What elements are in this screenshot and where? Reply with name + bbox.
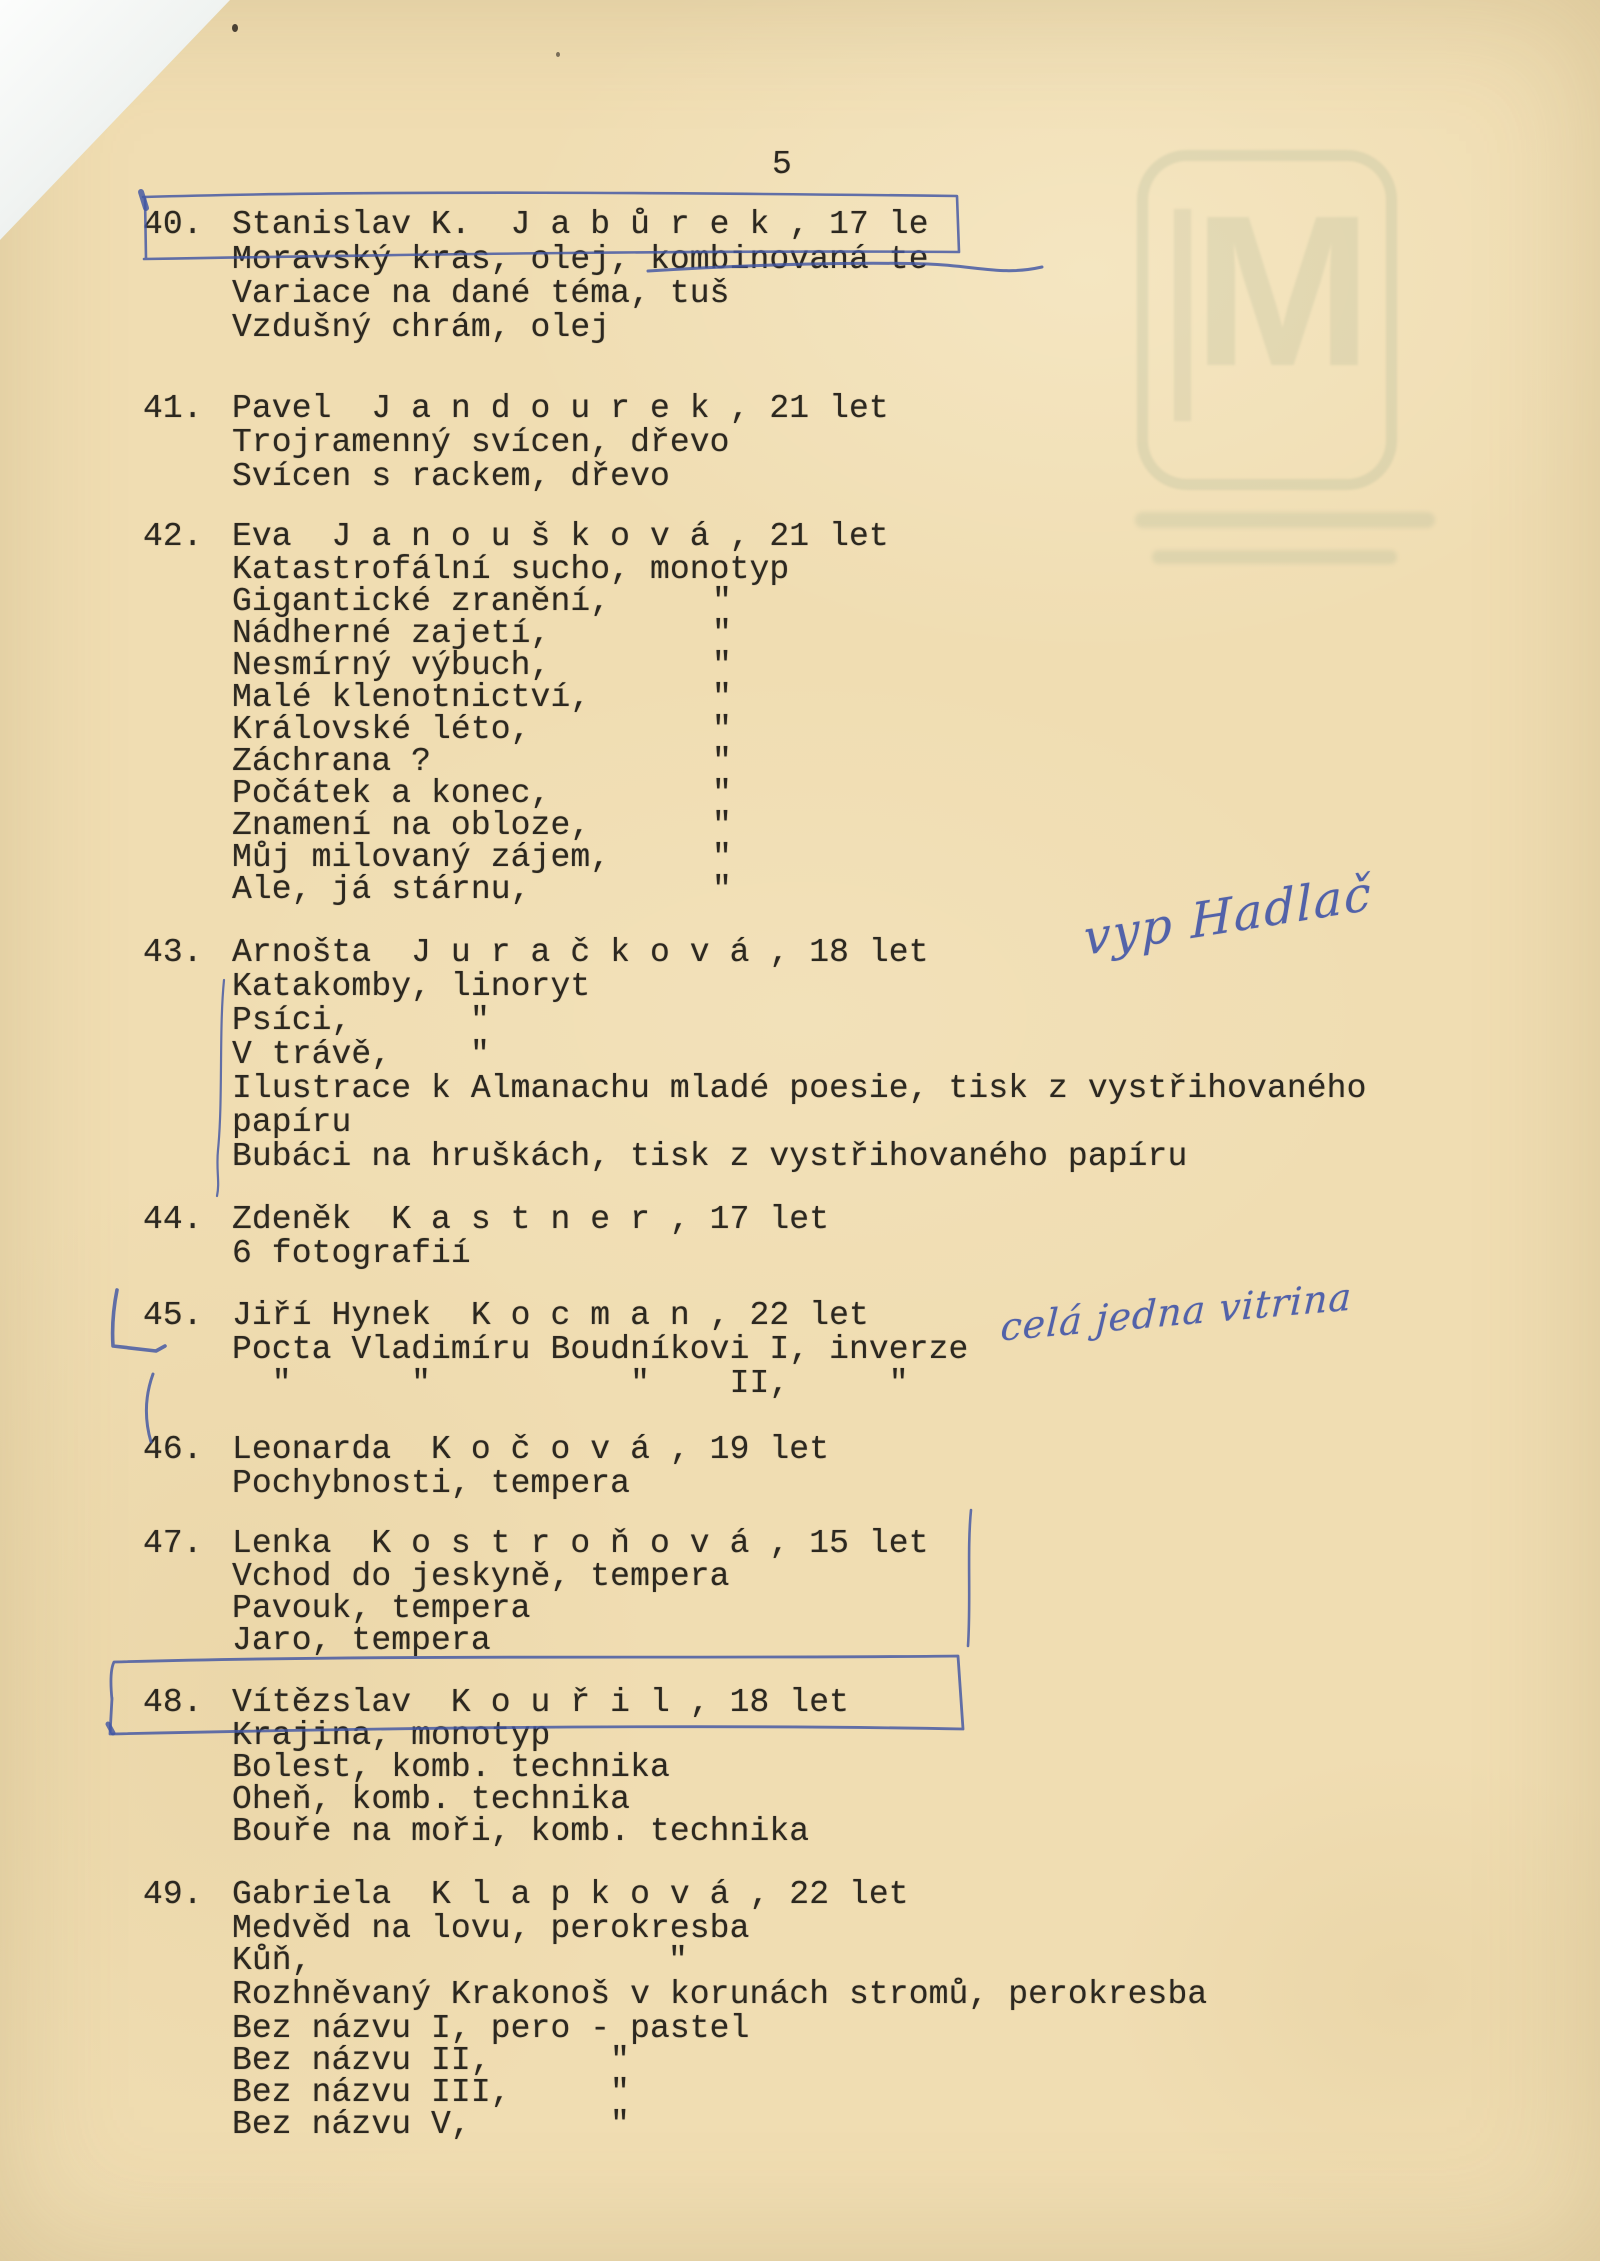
item-44-line-1: 6 fotografií: [232, 1235, 471, 1272]
item-42-line-8: Počátek a konec,: [232, 775, 551, 812]
item-42-line-2: Gigantické zranění,: [232, 583, 611, 620]
item-41-line-2: Svícen s rackem, dřevo: [232, 458, 670, 495]
item-41-line-0: 41.: [143, 390, 203, 427]
item-43-line-0-seg-1: Arnošta J u r a č k o v á , 18 let: [232, 934, 929, 971]
item-49-line-0: 49.: [143, 1876, 203, 1913]
item-42-line-3-seg-1: ": [712, 615, 732, 652]
item-44-line-0-seg-1: Zdeněk K a s t n e r , 17 let: [232, 1201, 830, 1238]
item-40-line-2: Variace na dané téma, tuš: [232, 275, 730, 312]
item-44-line-0: 44.: [143, 1201, 203, 1238]
item-48-line-3: Oheň, komb. technika: [232, 1781, 631, 1818]
item-42-line-10: Můj milovaný zájem,: [232, 839, 611, 876]
paper-speck: [232, 24, 238, 32]
item-43-line-3: V trávě,: [232, 1036, 392, 1073]
item-42-line-0-seg-1: Eva J a n o u š k o v á , 21 let: [232, 518, 889, 555]
item-42-line-9-seg-1: ": [712, 807, 732, 844]
page-corner-fold: [0, 0, 240, 252]
item-45-line-2: " " " II, ": [232, 1365, 909, 1402]
item-49-line-4: Bez názvu I, pero - pastel: [232, 2010, 750, 2047]
pen-box-item-48-blob: [108, 1724, 113, 1733]
item-40-line-3: Vzdušný chrám, olej: [232, 309, 611, 346]
pen-margin-line-item-47: [968, 1510, 971, 1646]
pen-margin-line-item-43: [217, 980, 224, 1196]
item-42-line-2-seg-1: ": [712, 583, 732, 620]
stamp-bleedthrough: [1137, 150, 1397, 490]
item-45-line-1: Pocta Vladimíru Boudníkovi I, inverze: [232, 1331, 969, 1368]
stamp-bar: [1174, 209, 1191, 421]
item-48-line-2: Bolest, komb. technika: [232, 1749, 670, 1786]
item-43-line-2: Psíci,: [232, 1002, 352, 1039]
item-42-line-7-seg-1: ": [712, 743, 732, 780]
item-43-line-4: Ilustrace k Almanachu mladé poesie, tisk z vystřihovaného: [232, 1070, 1367, 1107]
item-49-line-7: Bez názvu V,: [232, 2106, 471, 2143]
item-45-line-0: 45.: [143, 1297, 203, 1334]
item-42-line-7: Záchrana ?: [232, 743, 432, 780]
item-40-line-0-seg-1: Stanislav K. J a b ů r e k , 17 le: [232, 206, 929, 243]
item-47-line-3: Jaro, tempera: [232, 1622, 491, 1659]
item-49-line-2: Kůň,: [232, 1942, 312, 1979]
item-47-line-0: 47.: [143, 1525, 203, 1562]
item-43-line-3-seg-1: ": [470, 1036, 490, 1073]
item-43-line-1: Katakomby, linoryt: [232, 968, 591, 1005]
item-47-line-1: Vchod do jeskyně, tempera: [232, 1558, 730, 1595]
item-42-line-6-seg-1: ": [712, 711, 732, 748]
item-43-line-5: papíru: [232, 1104, 352, 1141]
item-42-line-11: Ale, já stárnu,: [232, 871, 531, 908]
item-43-line-6: Bubáci na hruškách, tisk z vystřihovaného papíru: [232, 1138, 1188, 1175]
item-42-line-9: Znamení na obloze,: [232, 807, 591, 844]
item-42-line-0: 42.: [143, 518, 203, 555]
item-49-line-6: Bez názvu III,: [232, 2074, 511, 2111]
item-41-line-0-seg-1: Pavel J a n d o u r e k , 21 let: [232, 390, 889, 427]
item-42-line-4: Nesmírný výbuch,: [232, 647, 551, 684]
item-47-line-2: Pavouk, tempera: [232, 1590, 531, 1627]
item-42-line-3: Nádherné zajetí,: [232, 615, 551, 652]
item-43-line-2-seg-1: ": [470, 1002, 490, 1039]
page-number: 5: [772, 146, 792, 183]
item-48-line-1: Krajina, monotyp: [232, 1717, 551, 1754]
item-45-line-0-seg-1: Jiří Hynek K o c m a n , 22 let: [232, 1297, 869, 1334]
item-46-line-0-seg-1: Leonarda K o č o v á , 19 let: [232, 1431, 830, 1468]
item-42-line-11-seg-1: ": [712, 871, 732, 908]
item-49-line-5-seg-1: ": [610, 2042, 630, 2079]
item-40-line-1: Moravský kras, olej, kombinovaná te: [232, 241, 929, 278]
item-49-line-7-seg-1: ": [610, 2106, 630, 2143]
text-bleedthrough-line: [1135, 512, 1435, 528]
item-42-line-4-seg-1: ": [712, 647, 732, 684]
item-47-line-0-seg-1: Lenka K o s t r o ň o v á , 15 let: [232, 1525, 929, 1562]
item-46-line-0: 46.: [143, 1431, 203, 1468]
item-49-line-1: Medvěd na lovu, perokresba: [232, 1910, 750, 1947]
item-46-line-1: Pochybnosti, tempera: [232, 1465, 631, 1502]
item-48-line-4: Bouře na moři, komb. technika: [232, 1813, 810, 1850]
item-42-line-1: Katastrofální sucho, monotyp: [232, 551, 790, 588]
item-49-line-6-seg-1: ": [610, 2074, 630, 2111]
item-49-line-2-seg-1: ": [668, 1942, 688, 1979]
item-42-line-8-seg-1: ": [712, 775, 732, 812]
item-49-line-0-seg-1: Gabriela K l a p k o v á , 22 let: [232, 1876, 909, 1913]
item-49-line-5: Bez názvu II,: [232, 2042, 491, 2079]
paper-speck: [556, 52, 560, 57]
stamp-monogram: M: [1192, 170, 1372, 411]
handwritten-note-item-45: celá jedna vitrina: [999, 1274, 1354, 1350]
item-48-line-0: 48.: [143, 1684, 203, 1721]
text-bleedthrough-line: [1152, 550, 1397, 564]
handwritten-note-item-43: vyp Hadlač: [1083, 864, 1373, 968]
item-48-line-0-seg-1: Vítězslav K o u ř i l , 18 let: [232, 1684, 849, 1721]
item-42-line-10-seg-1: ": [712, 839, 732, 876]
item-42-line-6: Královské léto,: [232, 711, 531, 748]
item-41-line-1: Trojramenný svícen, dřevo: [232, 424, 730, 461]
item-49-line-3: Rozhněvaný Krakonoš v korunách stromů, perokresba: [232, 1976, 1208, 2013]
item-40-line-0: 40.: [143, 206, 203, 243]
item-42-line-5: Malé klenotnictví,: [232, 679, 591, 716]
item-42-line-5-seg-1: ": [712, 679, 732, 716]
item-43-line-0: 43.: [143, 934, 203, 971]
